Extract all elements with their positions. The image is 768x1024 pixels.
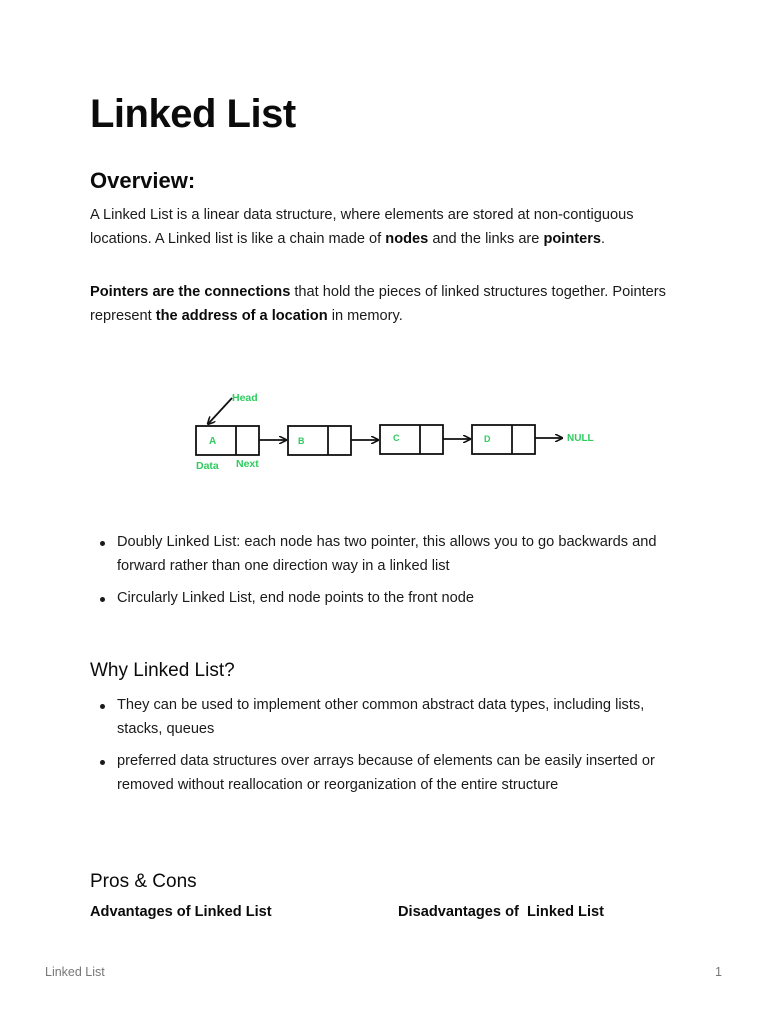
- footer-doc-name: Linked List: [45, 965, 105, 979]
- node-d: [472, 425, 535, 454]
- data-label: Data: [196, 460, 219, 472]
- bold-pointers-connections: Pointers are the connections: [90, 284, 291, 300]
- pros-cons-heading: Pros & Cons: [90, 871, 197, 892]
- bold-pointers: pointers: [543, 230, 602, 247]
- list-item: They can be used to implement other common abstract data types, including lists, stacks, queues: [90, 694, 690, 741]
- node-a: [196, 426, 259, 455]
- advantages-heading: Advantages of Linked List: [90, 904, 272, 920]
- head-arrow: [208, 398, 232, 424]
- node-c: [380, 425, 443, 454]
- list-item: Doubly Linked List: each node has two pointer, this allows you to go backwards and forward rather than one direction way in a linked list: [90, 531, 690, 578]
- svg-text:C: C: [393, 433, 400, 443]
- null-label: NULL: [567, 433, 594, 444]
- head-label: Head: [232, 392, 258, 404]
- overview-paragraph-2: Pointers are the connections that hold the pieces of linked structures together. Pointers represent the address of a location in memory.: [90, 284, 666, 324]
- svg-text:B: B: [298, 436, 305, 446]
- overview-heading: Overview:: [90, 168, 196, 193]
- bold-address-location: the address of a location: [155, 307, 328, 324]
- disadvantages-heading: Disadvantages of Linked List: [398, 904, 604, 920]
- next-label: Next: [236, 458, 259, 470]
- svg-text:D: D: [484, 434, 491, 444]
- bold-nodes: nodes: [385, 230, 429, 247]
- node-b: [288, 426, 351, 455]
- types-list: [90, 531, 690, 620]
- list-item: Circularly Linked List, end node points to the front node: [90, 587, 690, 611]
- why-list: [90, 694, 690, 806]
- page-title: Linked List: [90, 92, 296, 136]
- overview-paragraph-1: A Linked List is a linear data structure, where elements are stored at non-contiguous locations. A Linked list is like a chain made of nodes and the links are pointers.: [90, 207, 634, 247]
- svg-text:A: A: [209, 436, 217, 447]
- why-heading: Why Linked List?: [90, 660, 235, 681]
- page-number: 1: [715, 965, 722, 979]
- linked-list-diagram: [153, 384, 616, 476]
- list-item: preferred data structures over arrays because of elements can be easily inserted or removed without reallocation or reorganization of the entire structure: [90, 750, 690, 797]
